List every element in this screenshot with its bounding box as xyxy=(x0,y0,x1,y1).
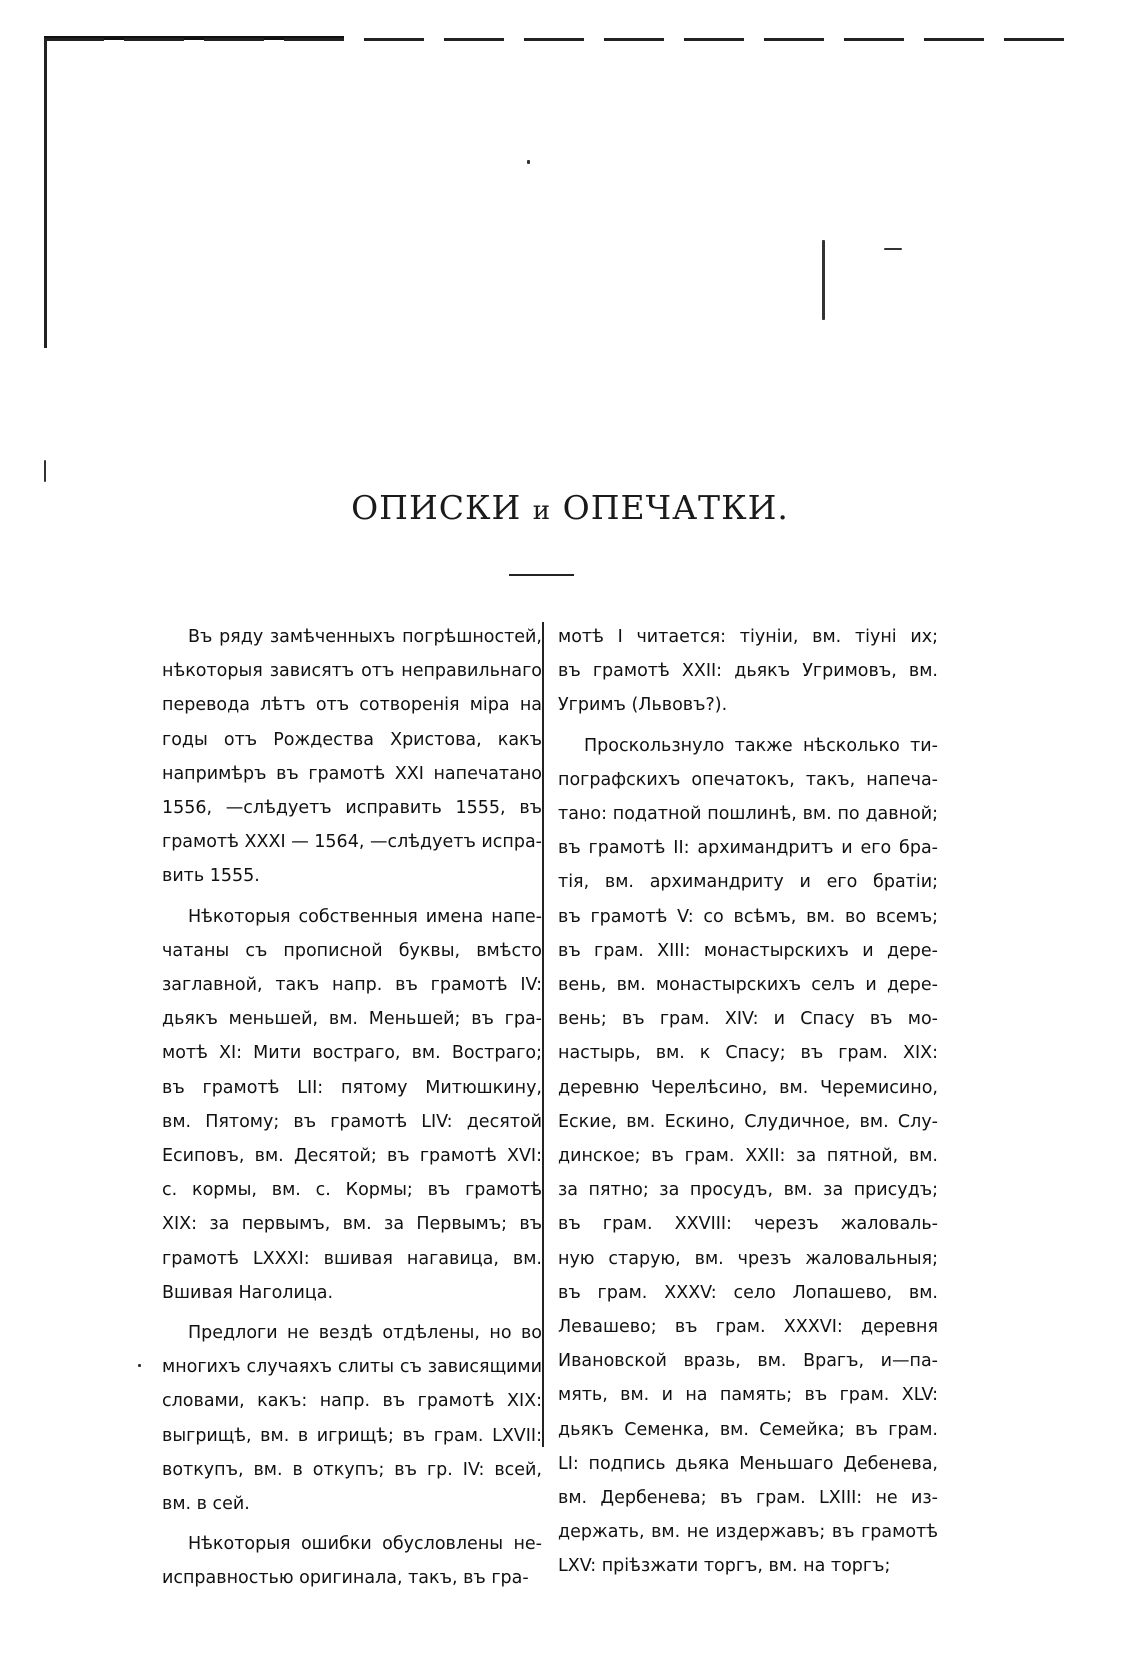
text-line: 1556, —слѣдуетъ исправить 1555, въ xyxy=(162,798,542,819)
text-line: грамотѣ LXXXI: вшивая нагавица, вм. xyxy=(162,1248,542,1269)
text-line: грамотѣ XXXI — 1564, —слѣдуетъ испра- xyxy=(162,832,542,853)
text-line: тія, вм. архимандриту и его братіи; xyxy=(558,872,938,893)
text-line: нѣкоторыя зависятъ отъ неправильнаго xyxy=(162,661,542,682)
text-line: Вшивая Наголица. xyxy=(162,1282,334,1303)
text-line: за пятно; за просудъ, вм. за присудъ; xyxy=(558,1180,938,1201)
text-line: LI: подпись дьяка Меньшаго Дебенева, xyxy=(558,1453,938,1474)
text-line: въ грамотѣ LII: пятому Митюшкину, xyxy=(162,1077,542,1098)
text-line: въ грам. XIII: монастырскихъ и дере- xyxy=(558,940,938,961)
title-rule xyxy=(509,574,574,576)
text-line: заглавной, такъ напр. въ грамотѣ IV: xyxy=(162,975,542,996)
text-line: Нѣкоторыя собственныя имена напе- xyxy=(188,906,542,927)
text-line: годы отъ Рождества Христова, какъ xyxy=(162,729,542,750)
text-line: дьякъ меньшей, вм. Меньшей; въ гра- xyxy=(162,1009,542,1030)
text-line: Еские, вм. Ескино, Слудичное, вм. Слу- xyxy=(558,1111,938,1132)
text-line: Левашево; въ грам. XXXVI: деревня xyxy=(558,1317,938,1338)
text-line: ную старую, вм. чрезъ жаловальныя; xyxy=(558,1248,938,1269)
paragraph xyxy=(162,1316,542,1521)
text-line: вм. в сей. xyxy=(162,1494,250,1515)
text-line: вень; въ грам. XIV: и Спасу въ мо- xyxy=(558,1009,938,1030)
text-line: въ грамотѣ XXII: дьякъ Угримовъ, вм. xyxy=(558,661,938,682)
text-line: Ивановской вразь, вм. Врагъ, и—па- xyxy=(558,1351,938,1372)
right-column xyxy=(558,620,938,1590)
text-line: вм. Пятому; въ грамотѣ LIV: десятой xyxy=(162,1111,542,1132)
scan-edge-left xyxy=(44,38,47,348)
text-line: вить 1555. xyxy=(162,866,260,887)
paragraph xyxy=(558,620,938,723)
text-line: тано: податной пошлинѣ, вм. по давной; xyxy=(558,804,938,825)
text-line: дьякъ Семенка, вм. Семейка; въ грам. xyxy=(558,1419,938,1440)
text-line: держать, вм. не издержавъ; въ грамотѣ xyxy=(558,1522,938,1543)
text-line: выгрищѣ, вм. в игрищѣ; въ грам. LXVII: xyxy=(162,1425,542,1446)
text-line: Предлоги не вездѣ отдѣлены, но во xyxy=(188,1323,542,1344)
text-line: напримѣръ въ грамотѣ XXI напечатано xyxy=(162,763,542,784)
text-line: многихъ случаяхъ слиты съ зависящими xyxy=(162,1357,542,1378)
text-line: Въ ряду замѣченныхъ погрѣшностей, xyxy=(188,627,542,647)
paragraph xyxy=(558,729,938,1584)
text-line: XIX: за первымъ, вм. за Первымъ; въ xyxy=(162,1214,542,1235)
text-line: въ грамотѣ V: со всѣмъ, вм. во всемъ; xyxy=(558,906,938,927)
text-line: чатаны съ прописной буквы, вмѣсто xyxy=(162,940,542,961)
text-line: воткупъ, вм. в откупъ; въ гр. IV: всей, xyxy=(162,1459,542,1480)
text-line: мотѣ I читается: тіуніи, вм. тіуні их; xyxy=(558,627,938,647)
text-line: въ грам. XXVIII: черезъ жаловаль- xyxy=(558,1214,938,1235)
text-line: перевода лѣтъ отъ сотворенія міра на xyxy=(162,695,542,716)
text-line: Угримъ (Львовъ?). xyxy=(558,695,728,716)
title-conjunction: и xyxy=(532,496,552,526)
scan-speck xyxy=(44,460,46,482)
scan-speck xyxy=(822,240,825,320)
scan-edge-top xyxy=(44,38,1084,41)
scan-speck xyxy=(884,248,902,250)
text-line: словами, какъ: напр. въ грамотѣ XIX: xyxy=(162,1391,542,1412)
text-line: динское; въ грам. XXII: за пятной, вм. xyxy=(558,1146,938,1167)
text-line: Проскользнуло также нѣсколько ти- xyxy=(584,735,938,756)
text-line: деревню Черелѣсино, вм. Черемисино, xyxy=(558,1077,938,1098)
text-line: мотѣ XI: Мити вострaго, вм. Вострaго; xyxy=(162,1043,542,1064)
text-line: въ грамотѣ II: архимандритъ и его бра- xyxy=(558,838,938,859)
text-line: с. кормы, вм. с. Кормы; въ грамотѣ xyxy=(162,1180,542,1201)
text-line: мять, вм. и на память; въ грам. XLV: xyxy=(558,1385,938,1406)
text-line: настырь, вм. к Спасу; въ грам. XIX: xyxy=(558,1043,938,1064)
left-column xyxy=(162,620,542,1602)
text-line: вень, вм. монастырскихъ селъ и дере- xyxy=(558,975,938,996)
title-part1: ОПИСКИ xyxy=(351,488,522,527)
text-line: исправностью оригинала, такъ, въ гра- xyxy=(162,1568,529,1589)
text-line: Есиповъ, вм. Десятой; въ грамотѣ XVI: xyxy=(162,1146,542,1167)
paragraph xyxy=(162,1527,542,1595)
column-divider xyxy=(542,622,544,1447)
paragraph xyxy=(162,620,542,894)
text-line: LXV: пріѣзжати торгъ, вм. на торгъ; xyxy=(558,1556,891,1577)
text-line: въ грам. XXXV: село Лопашево, вм. xyxy=(558,1282,938,1303)
text-line: Нѣкоторыя ошибки обусловлены не- xyxy=(188,1534,542,1555)
title-part2: ОПЕЧАТКИ. xyxy=(562,488,789,527)
text-line: вм. Дербенева; въ грам. LXIII: не из- xyxy=(558,1488,938,1509)
paragraph xyxy=(162,900,542,1310)
text-line: пографскихъ опечатокъ, такъ, напеча- xyxy=(558,769,938,790)
page-title xyxy=(0,488,1140,527)
scan-speck xyxy=(527,160,530,164)
scan-speck xyxy=(138,1364,141,1367)
